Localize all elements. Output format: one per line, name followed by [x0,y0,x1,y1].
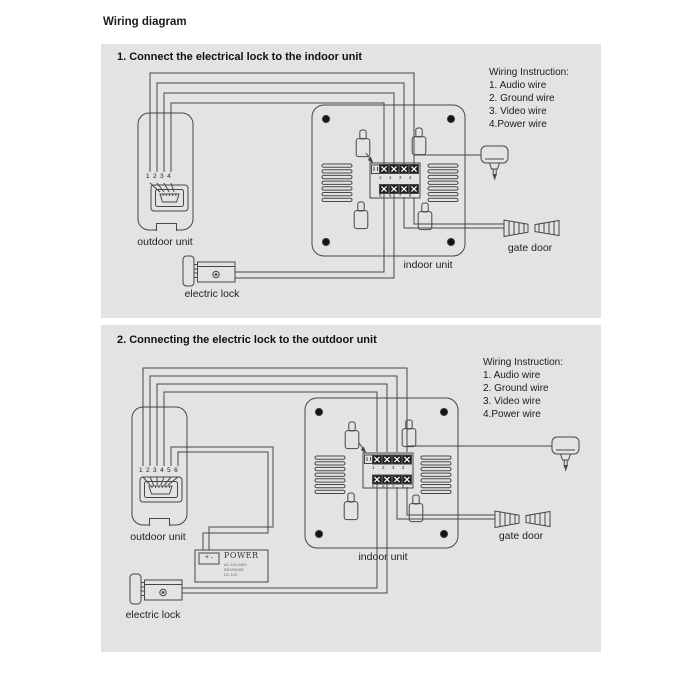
instruction-item: 1. Audio wire [489,80,547,91]
electric-lock-label: electric lock [184,288,240,300]
electric-lock-wires [182,484,387,593]
gate-door-label: gate door [507,242,553,254]
panel1-heading: 1. Connect the electrical lock to the indoor unit [117,51,363,63]
instruction-item: 4.Power wire [489,119,547,130]
instruction-item: 3. Video wire [489,106,547,117]
power-adapter [552,437,579,470]
indoor-unit [312,105,465,256]
electric-lock-label: electric lock [125,609,181,621]
terminal-numbers-top: 1 2 3 4 [379,175,415,180]
electric-lock-wires [235,193,394,278]
outdoor-unit-label: outdoor unit [130,531,186,543]
power-adapter [481,146,508,179]
power-spec-line: 50HZ/60HZ [224,567,244,572]
instruction-item: 4.Power wire [483,409,541,420]
instruction-item: 2. Ground wire [489,93,555,104]
instruction-item: 2. Ground wire [483,383,549,394]
instruction-item: 1. Audio wire [483,370,541,381]
wire-harness-1 [150,73,414,192]
power-terminals-label: + - [205,554,213,561]
instruction-item: 3. Video wire [483,396,541,407]
outdoor-connector-numbers: 1 2 3 4 5 6 [139,467,179,474]
power-spec-line: AC 100-240V [224,563,247,567]
electric-lock [183,256,235,286]
page-title: Wiring diagram [103,16,187,28]
gate-door-label: gate door [498,530,544,542]
outdoor-connector-numbers: 1 2 3 4 [146,173,172,180]
terminal-numbers-bottom: 5 6 7 8 [379,193,415,198]
panel2-wiring-instruction [483,356,563,421]
indoor-unit-label: indoor unit [358,551,408,563]
instruction-title: Wiring Instruction: [489,67,570,78]
outdoor-unit-label: outdoor unit [137,236,193,248]
electric-lock [130,574,182,604]
terminal-numbers-bottom: 5 6 7 8 [372,484,408,489]
gate-door-connector [504,220,559,237]
power-spec-line: DC 12V [224,572,238,577]
indoor-unit [305,398,458,548]
power-title: POWER [224,551,259,560]
gate-door-connector [495,511,550,528]
panel1-wiring-instruction [489,66,569,131]
power-specs [224,563,247,577]
indoor-unit-label: indoor unit [403,259,453,271]
instruction-title: Wiring Instruction: [483,357,564,368]
panel2-heading: 2. Connecting the electric lock to the outdoor unit [117,334,377,346]
gate-door-wires [397,487,495,519]
terminal-numbers-top: 1 2 3 4 [372,465,408,470]
